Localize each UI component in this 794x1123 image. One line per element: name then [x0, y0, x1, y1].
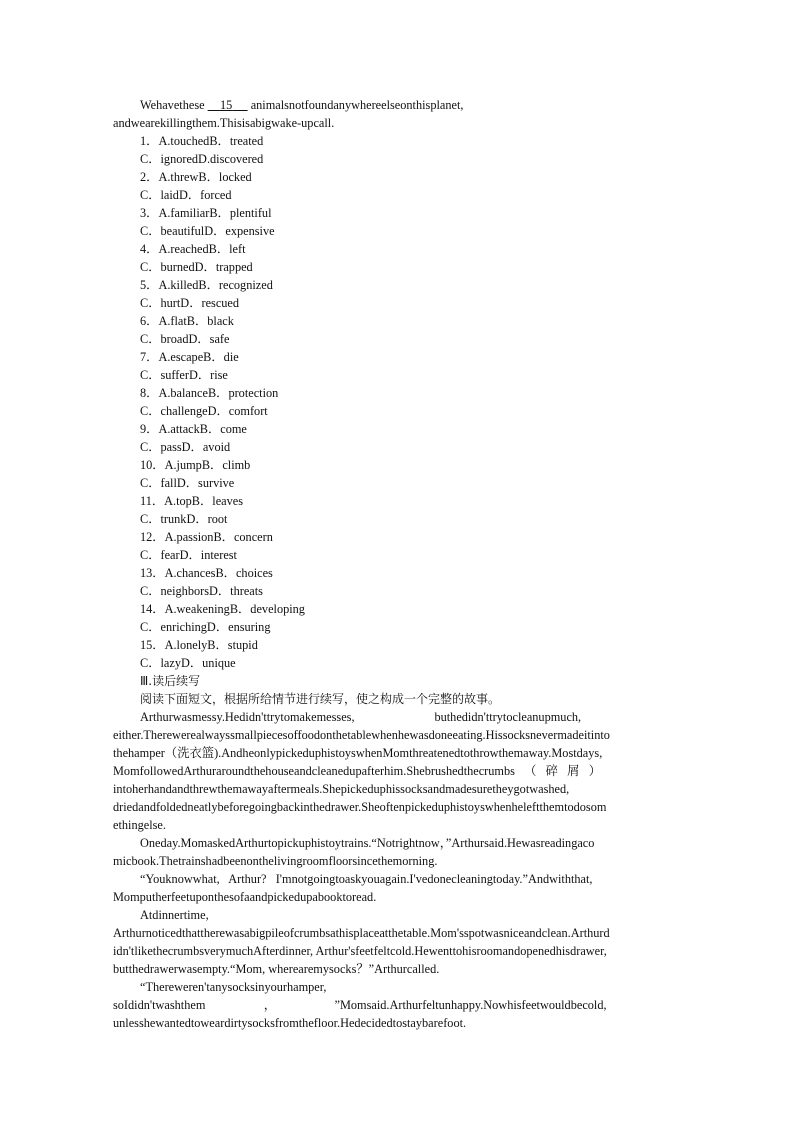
- option-line: 12．A.passionB．concern: [140, 530, 273, 544]
- option-line: C．passD．avoid: [140, 440, 231, 454]
- option-line: 6．A.flatB．black: [140, 314, 234, 328]
- option-line: C．fearD．interest: [140, 548, 237, 562]
- option-line: C．challengeD．comfort: [140, 404, 268, 418]
- option-line: 4．A.reachedB．left: [140, 242, 246, 256]
- option-line: C．fallD．survive: [140, 476, 235, 490]
- story-line: Arthurwasmessy.Hedidn'ttrytomakemesses, buthedidn'ttrytocleanupmuch,: [140, 710, 582, 724]
- story-line: Arthurnoticedthattherewasabigpileofcrumbsathisplaceatthetable.Mom'sspotwasniceandclean.Arthurd: [113, 926, 610, 940]
- option-line: 11．A.topB．leaves: [140, 494, 244, 508]
- answer-blank: [208, 96, 248, 114]
- option-line: 7．A.escapeB．die: [140, 350, 239, 364]
- story-line: Atdinnertime,: [140, 908, 209, 922]
- story-line: ethingelse.: [113, 818, 166, 832]
- option-line: C．enrichingD．ensuring: [140, 620, 271, 634]
- option-line: C．broadD．safe: [140, 332, 230, 346]
- option-line: C．trunkD．root: [140, 512, 228, 526]
- option-line: 8．A.balanceB．protection: [140, 386, 279, 400]
- story-line: “Thereweren'tanysocksinyourhamper,: [140, 980, 327, 994]
- story-line: “Youknowwhat, Arthur? I'mnotgoingtoaskyouagain.I'vedonecleaningtoday.”Andwiththat,: [140, 872, 593, 886]
- option-line: 9．A.attackB．come: [140, 422, 247, 436]
- story-line: driedandfoldedneatlybeforegoingbackinthedrawer.Sheoftenpickeduphistoyswhenheleftthemtodosom: [113, 800, 607, 814]
- story-line: Oneday.MomaskedArthurtopickuphistoytrains.“Notrightnow，”Arthursaid.Hewasreadingaco: [140, 836, 595, 850]
- document-page: [113, 96, 680, 1032]
- story-line: idn'tlikethecrumbsverymuchAfterdinner, Arthur'sfeetfeltcold.Hewenttohisroomandopenedhisdrawer,: [113, 944, 607, 958]
- option-line: 15．A.lonelyB．stupid: [140, 638, 258, 652]
- option-line: 13．A.chancesB．choices: [140, 566, 273, 580]
- story-line: MomfollowedArthuraroundthehouseandcleanedupafterhim.Shebrushedthecrumbs （ 碎 屑 ）: [113, 764, 602, 778]
- story-line: intoherhandandthrewthemawayaftermeals.Shepickeduphissocksandmadesuretheygotwashed,: [113, 782, 570, 796]
- option-line: C．lazyD．unique: [140, 656, 236, 670]
- option-line: C．ignoredD.discovered: [140, 152, 264, 166]
- intro-line-2: andwearekillingthem.Thisisabigwake-upcall.: [113, 116, 335, 130]
- option-line: C．burnedD．trapped: [140, 260, 253, 274]
- story-line: butthedrawerwasempty.“Mom, wherearemysocks？”Arthurcalled.: [113, 962, 440, 976]
- blank-number: 15: [219, 98, 233, 112]
- section-heading: Ⅲ.读后续写: [140, 674, 201, 688]
- intro-line-1: [113, 96, 680, 114]
- option-line: C．hurtD．rescued: [140, 296, 240, 310]
- option-line: 10．A.jumpB．climb: [140, 458, 251, 472]
- section-instruction: 阅读下面短文，根据所给情节进行续写，使之构成一个完整的故事。: [140, 692, 501, 706]
- story-text: [113, 708, 680, 1032]
- story-line: thehamper（洗衣篮).AndheonlypickeduphistoyswhenMomthreatenedtothrowthemaway.Mostdays,: [113, 746, 603, 760]
- story-line: either.Therewerealwayssmallpiecesoffoodonthetablewhenhewasdoneeating.Hissocksnevermadeitinto: [113, 728, 610, 742]
- story-line: soIdidn'twashthem ， ”Momsaid.Arthurfeltunhappy.Nowhisfeetwouldbecold,: [113, 998, 607, 1012]
- story-line: Momputherfeetuponthesofaandpickedupabooktoread.: [113, 890, 377, 904]
- option-line: C．laidD．forced: [140, 188, 232, 202]
- options-list: [113, 132, 680, 672]
- option-line: C．sufferD．rise: [140, 368, 228, 382]
- option-line: 14．A.weakeningB．developing: [140, 602, 305, 616]
- story-line: micbook.Thetrainshadbeenonthelivingroomfloorsincethemorning.: [113, 854, 438, 868]
- intro-text-before-blank: Wehavethese: [140, 98, 205, 112]
- option-line: 5．A.killedB．recognized: [140, 278, 273, 292]
- option-line: 3．A.familiarB．plentiful: [140, 206, 272, 220]
- option-line: 2．A.threwB．locked: [140, 170, 252, 184]
- intro-text-after-blank: animalsnotfoundanywhereelseonthisplanet,: [250, 98, 464, 112]
- story-line: unlesshewantedtoweardirtysocksfromthefloor.Hedecidedtostaybarefoot.: [113, 1016, 467, 1030]
- option-line: C．beautifulD．expensive: [140, 224, 275, 238]
- option-line: C．neighborsD．threats: [140, 584, 263, 598]
- option-line: 1．A.touchedB．treated: [140, 134, 264, 148]
